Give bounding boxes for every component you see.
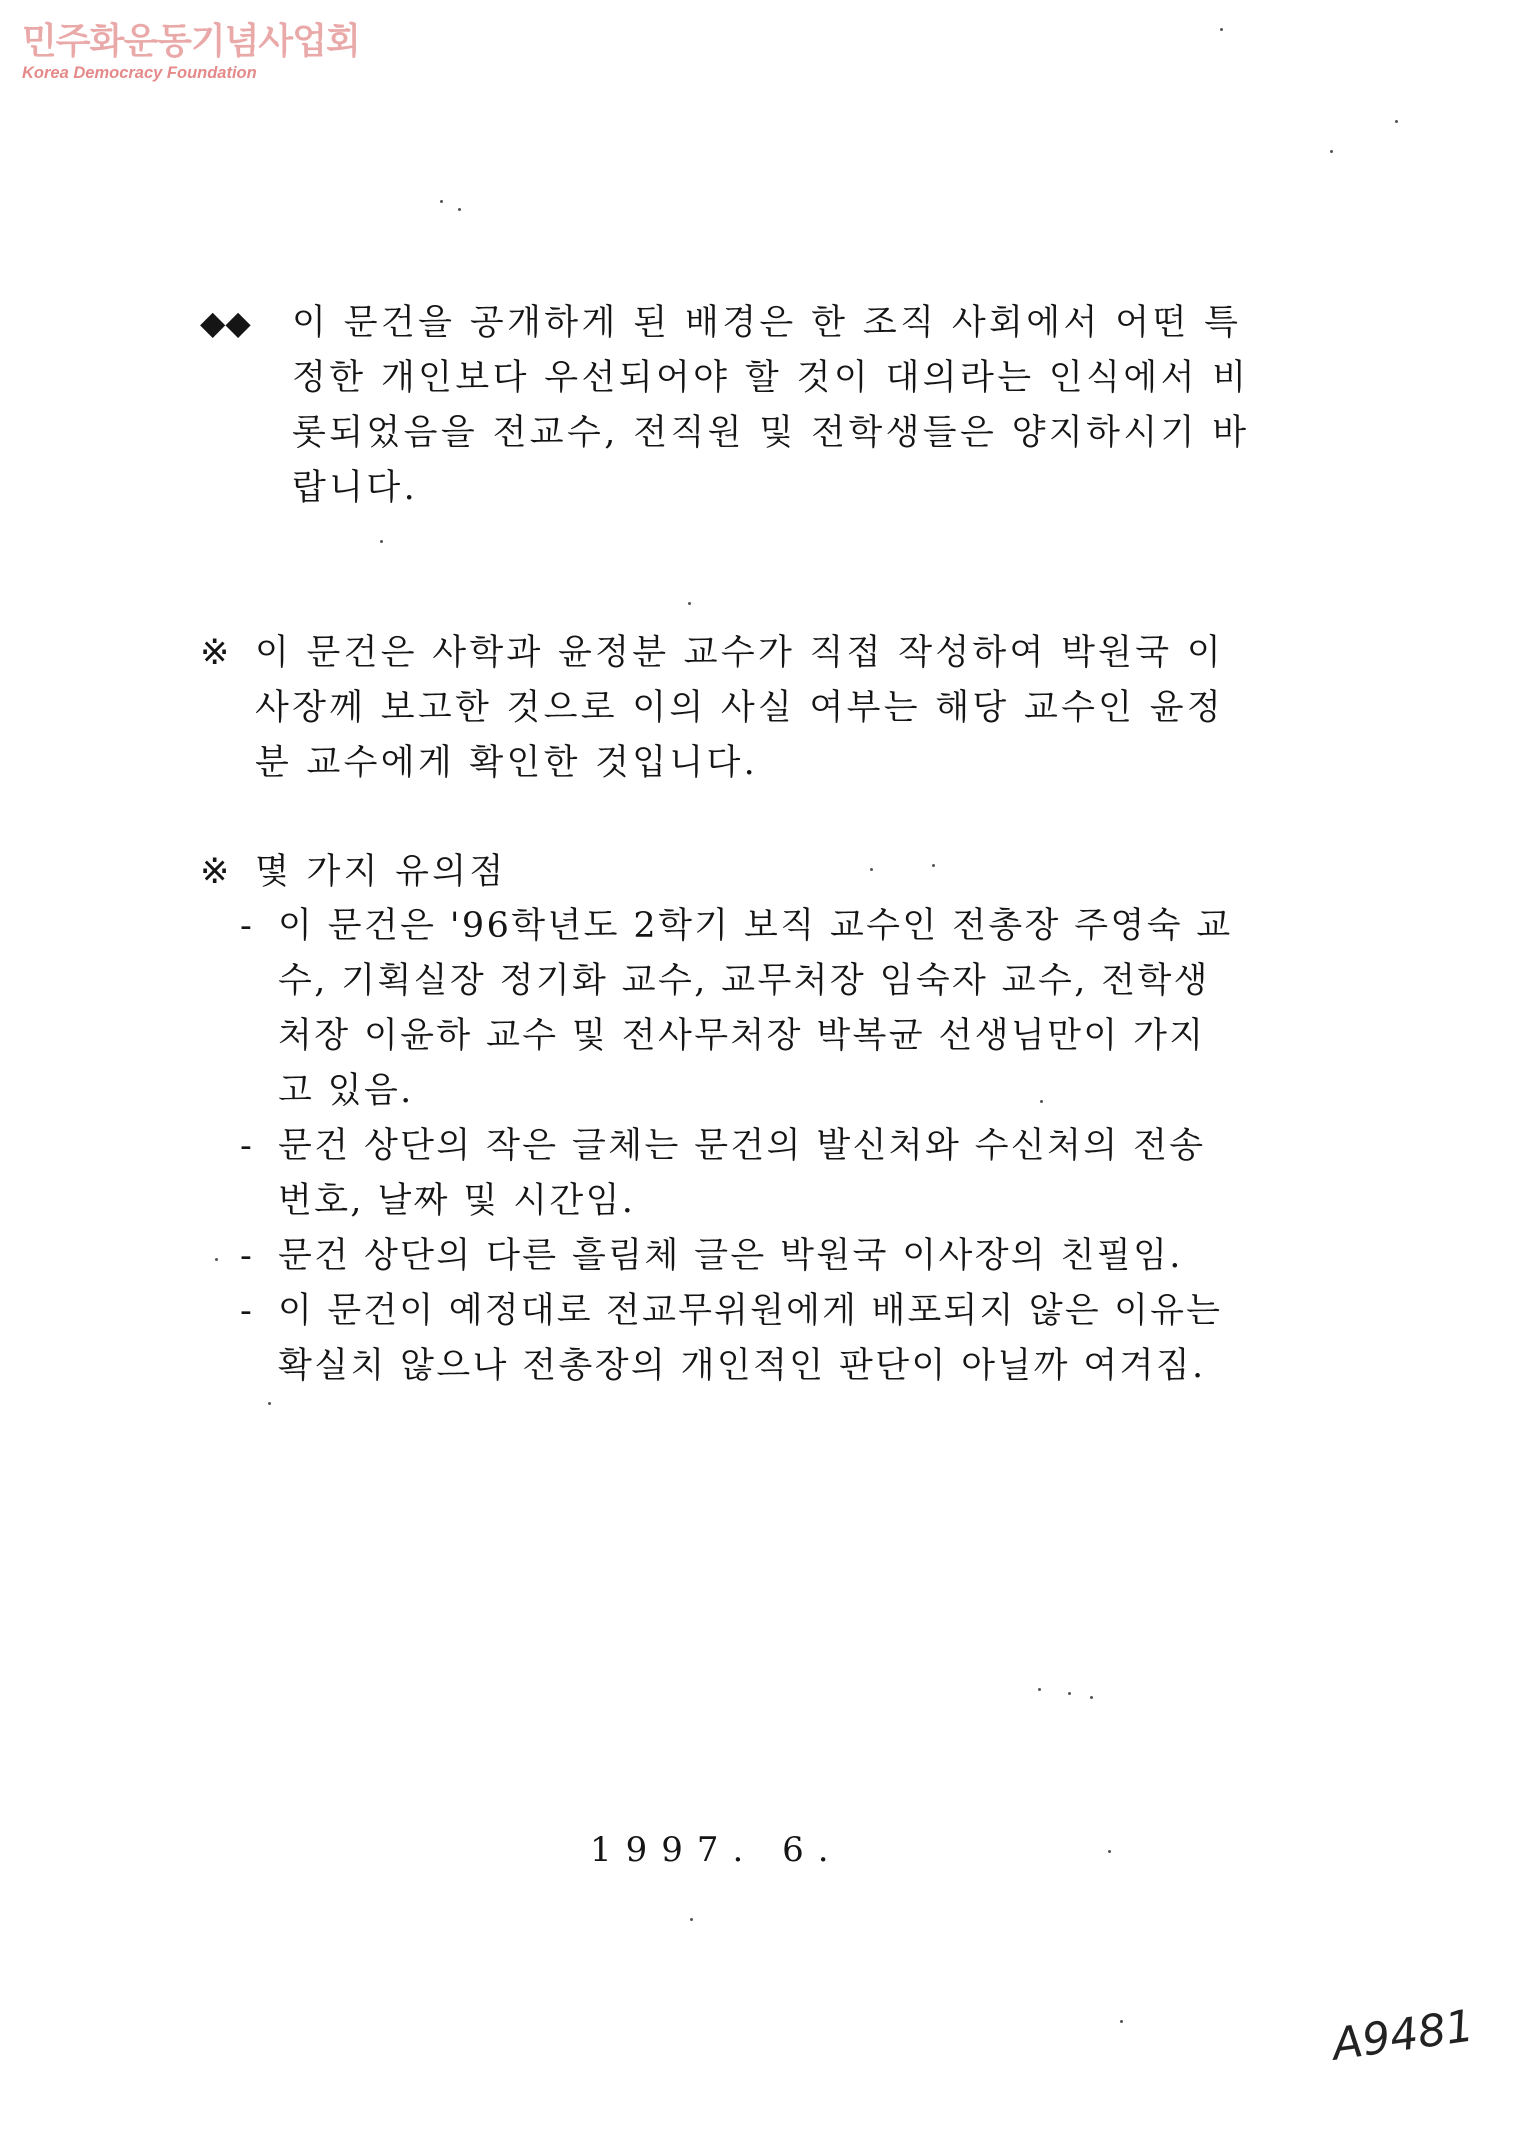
document-date: 1997. 6. [590, 1830, 843, 1870]
caveat-line: 이 문건이 예정대로 전교무위원에게 배포되지 않은 이유는 [278, 1291, 1223, 1331]
scan-speck [215, 1258, 218, 1261]
intro-line: 롯되었음을 전교수, 전직원 및 전학생들은 양지하시기 바 [292, 413, 1250, 453]
dash-bullet: - [240, 1236, 252, 1276]
scan-speck [268, 1402, 271, 1405]
note-line: 분 교수에게 확인한 것입니다. [255, 743, 759, 783]
caveat-line: 처장 이윤하 교수 및 전사무처장 박복균 선생님만이 가지 [278, 1016, 1206, 1056]
scan-speck [440, 200, 443, 203]
scan-speck [1330, 150, 1333, 153]
scan-speck [380, 540, 383, 543]
scan-speck [1108, 1850, 1111, 1853]
intro-line: 이 문건을 공개하게 된 배경은 한 조직 사회에서 어떤 특 [292, 303, 1242, 343]
intro-line: 정한 개인보다 우선되어야 할 것이 대의라는 인식에서 비 [292, 358, 1250, 398]
scan-speck [870, 868, 873, 871]
scan-speck [690, 1918, 693, 1921]
scan-speck [1038, 1688, 1041, 1691]
caveat-line: 확실치 않으나 전총장의 개인적인 판단이 아닐까 여겨짐. [278, 1346, 1206, 1386]
scan-speck [1040, 1100, 1043, 1103]
dash-bullet: - [240, 1291, 252, 1331]
caveat-line: 문건 상단의 다른 흘림체 글은 박원국 이사장의 친필임. [278, 1236, 1183, 1276]
caveat-line: 고 있음. [278, 1071, 414, 1111]
scan-speck [1220, 28, 1223, 31]
scan-speck [1120, 2020, 1123, 2023]
caveat-line: 문건 상단의 작은 글체는 문건의 발신처와 수신처의 전송 [278, 1126, 1206, 1166]
scan-speck [1395, 120, 1398, 123]
intro-line: 랍니다. [292, 468, 419, 508]
caveat-line: 이 문건은 '96학년도 2학기 보직 교수인 전총장 주영숙 교 [278, 906, 1233, 946]
archive-number: A9481 [1329, 2000, 1477, 2071]
scan-speck [458, 208, 461, 211]
reference-mark-icon: ※ [200, 633, 230, 673]
dash-bullet: - [240, 906, 252, 946]
foundation-watermark [22, 22, 360, 83]
scan-speck [688, 602, 691, 605]
reference-mark-icon: ※ [200, 852, 230, 892]
dash-bullet: - [240, 1126, 252, 1166]
caveat-line: 번호, 날짜 및 시간임. [278, 1181, 636, 1221]
caveat-line: 수, 기획실장 정기화 교수, 교무처장 임숙자 교수, 전학생 [278, 961, 1210, 1001]
diamond-bullet-icon: ◆◆ [200, 303, 251, 342]
note-line: 사장께 보고한 것으로 이의 사실 여부는 해당 교수인 윤정 [255, 688, 1224, 728]
watermark-korean: 민주화운동기념사업회 [22, 21, 360, 62]
scan-speck [1068, 1692, 1071, 1695]
note-line: 이 문건은 사학과 윤정분 교수가 직접 작성하여 박원국 이 [255, 633, 1224, 673]
scan-speck [1090, 1696, 1093, 1699]
watermark-english: Korea Democracy Foundation [22, 64, 257, 82]
scan-speck [932, 864, 935, 867]
caveats-title: 몇 가지 유의점 [255, 852, 507, 892]
